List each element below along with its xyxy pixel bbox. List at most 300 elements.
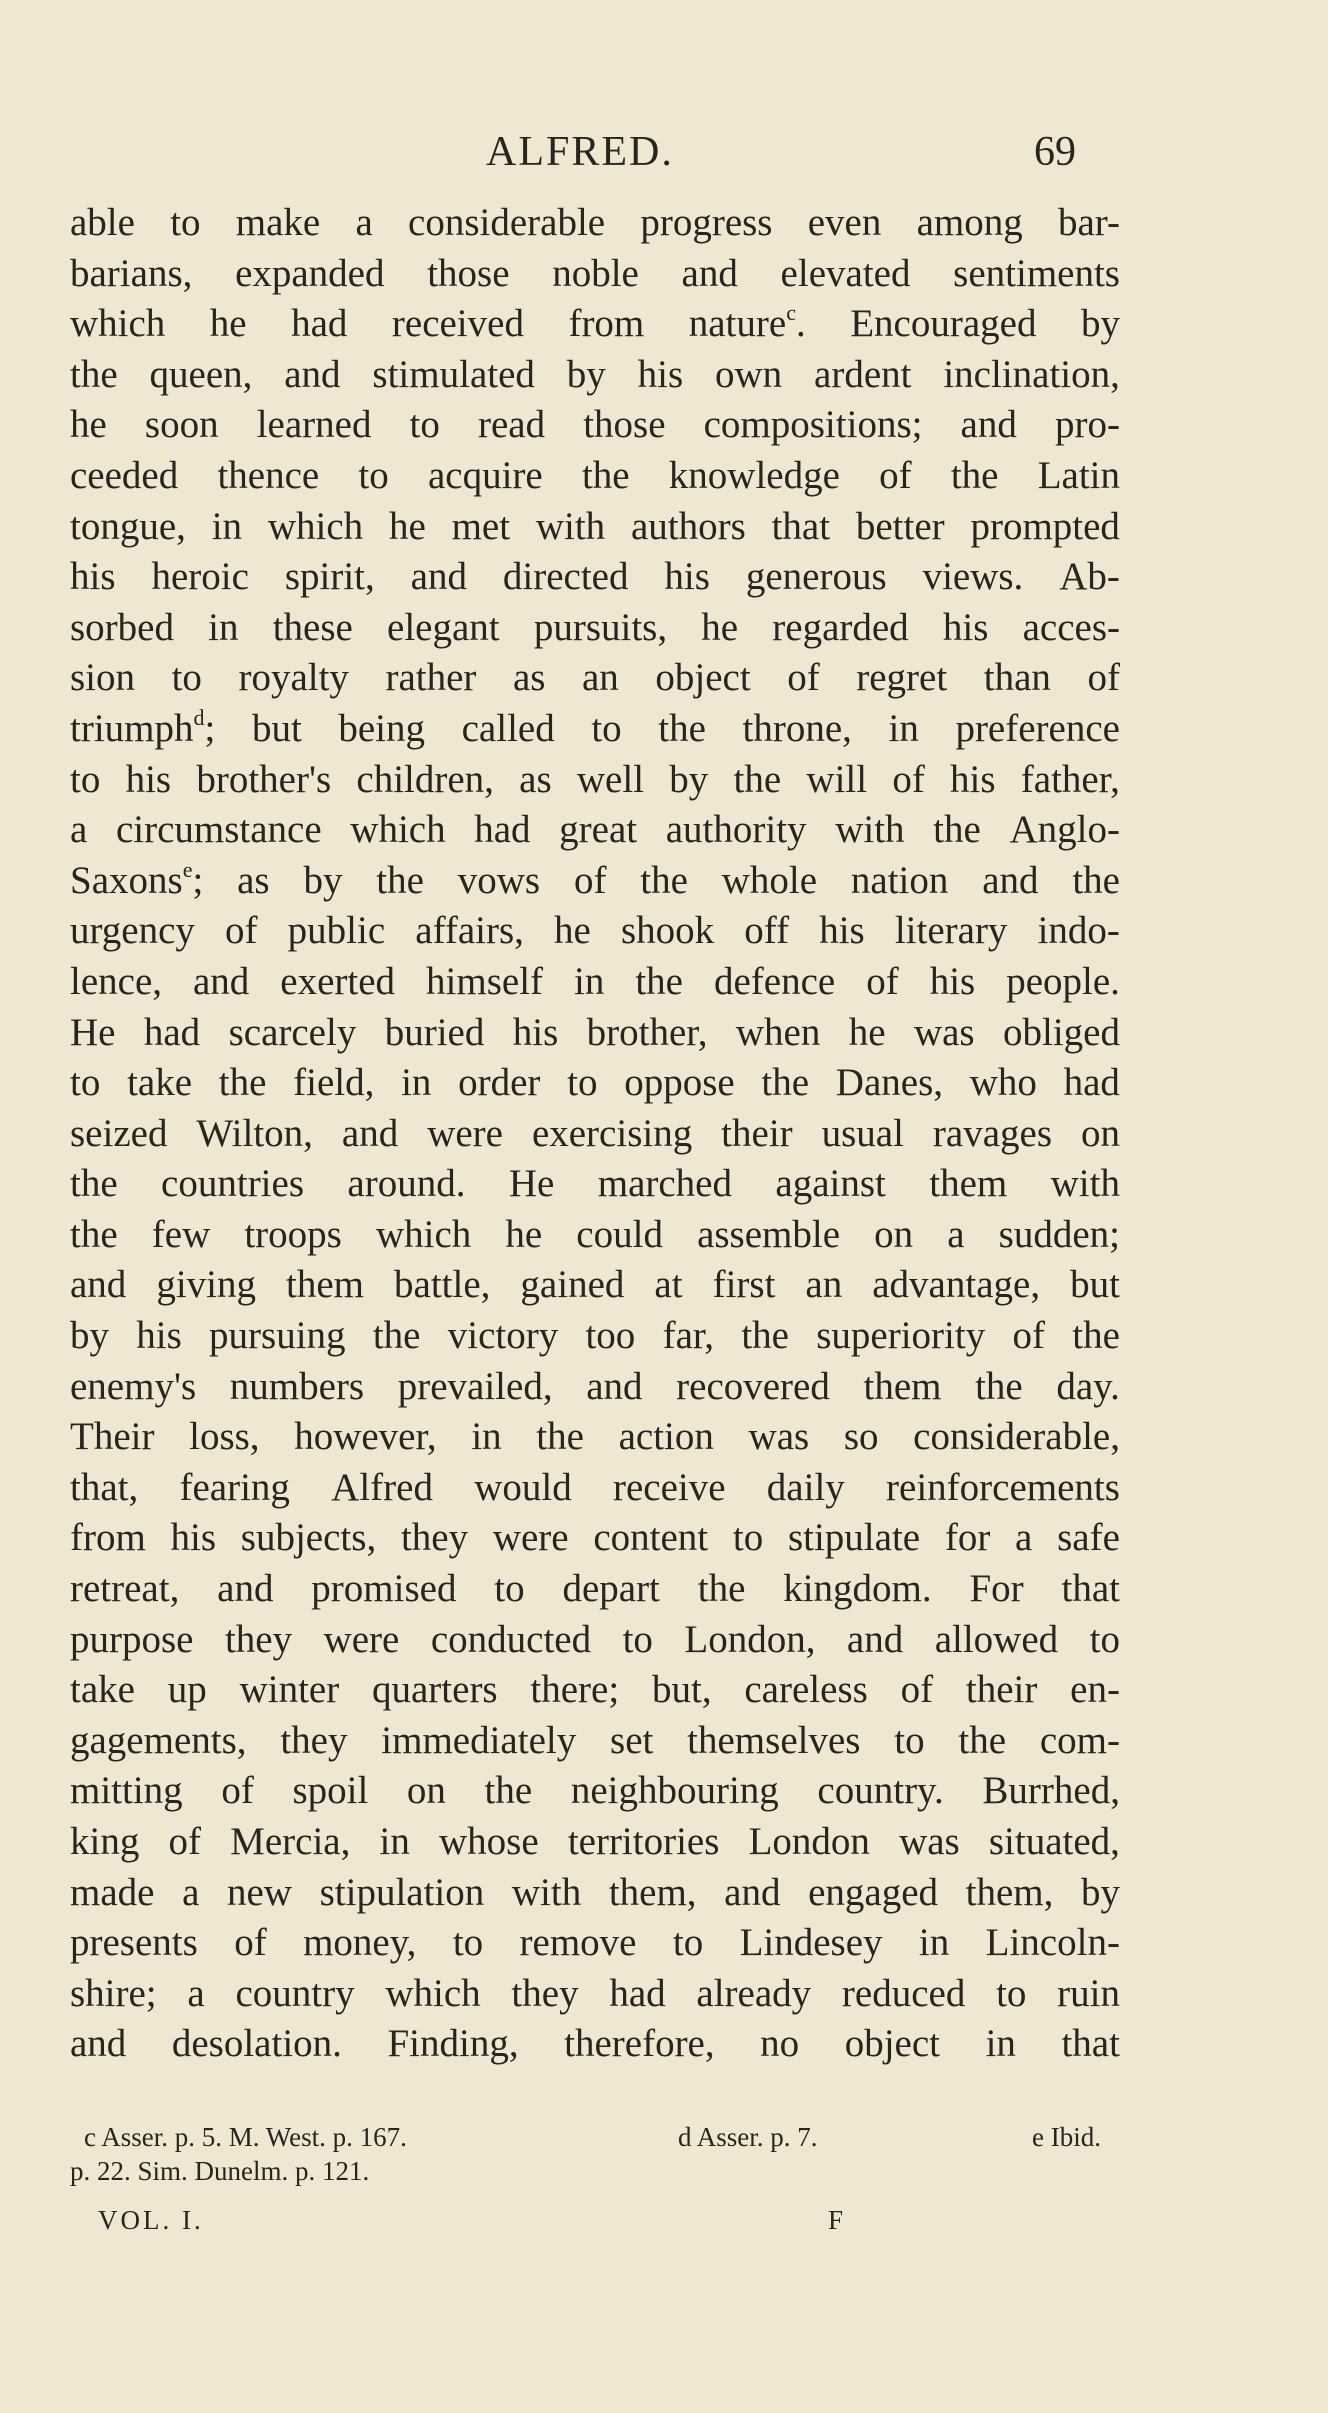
word: were (323, 1617, 400, 1661)
word: country. (817, 1769, 944, 1813)
word: shire; (70, 1971, 157, 2015)
word: soon (144, 403, 219, 447)
word: money, (303, 1921, 417, 1965)
word: of (866, 959, 899, 1003)
text-line (70, 704, 1120, 755)
word: troops (244, 1212, 342, 1256)
word: receive (612, 1465, 726, 1509)
word: as (519, 757, 552, 801)
word: victory (447, 1314, 559, 1358)
word: and (284, 352, 341, 396)
text-line (70, 1868, 1120, 1919)
word: brother, (586, 1010, 708, 1054)
word: by (70, 1314, 109, 1358)
word: better (855, 504, 945, 548)
text-line (70, 1311, 1120, 1362)
word: inclination, (943, 352, 1120, 396)
word: seized (70, 1111, 168, 1155)
word: Ab- (1059, 555, 1120, 599)
word: they (511, 1971, 579, 2015)
word: thence (217, 453, 320, 497)
word: prompted (970, 504, 1120, 548)
word: himself (426, 959, 544, 1003)
word: the (376, 858, 424, 902)
text-line (70, 1513, 1120, 1564)
word: a (947, 1212, 965, 1256)
text-line (70, 1210, 1120, 1261)
word: bar- (1057, 201, 1120, 244)
word: sion (70, 656, 136, 700)
word: take (70, 1668, 135, 1712)
word: generous (745, 555, 887, 599)
word: Their (70, 1415, 155, 1459)
word: the (933, 808, 981, 852)
word: so (843, 1415, 879, 1459)
word: directed (502, 555, 629, 599)
text-line (70, 1665, 1120, 1716)
word: careless (744, 1668, 868, 1712)
word: to (894, 1718, 925, 1762)
word: to (672, 1921, 704, 1965)
signature-mark: F (828, 2205, 847, 2235)
word: and (846, 1617, 904, 1661)
word: even (807, 201, 882, 244)
word: day. (1056, 1364, 1120, 1408)
word: preference (955, 706, 1120, 750)
word: but (251, 706, 302, 750)
word: desolation. (171, 2022, 342, 2066)
text-line (70, 451, 1120, 502)
word: giving (156, 1263, 256, 1307)
word: remove (519, 1921, 637, 1965)
text-line (70, 249, 1120, 300)
word: heroic (151, 555, 249, 599)
word: neighbouring (570, 1769, 779, 1813)
word: that (1061, 1567, 1120, 1611)
word: the (70, 1162, 118, 1206)
word: sudden; (998, 1212, 1120, 1256)
word: therefore, (564, 2022, 715, 2066)
word: barians, (70, 251, 193, 295)
word: shook (620, 909, 715, 953)
word: urgency (70, 909, 195, 953)
word: Wilton, (196, 1111, 313, 1155)
word: as (237, 858, 270, 902)
word: children, (356, 757, 494, 801)
word: his (125, 757, 172, 801)
word: gagements, (70, 1718, 247, 1762)
text-line (70, 552, 1120, 603)
footnote-c: c Asser. p. 5. M. West. p. 167. (84, 2122, 407, 2152)
word: compositions; (703, 403, 923, 447)
word: few (151, 1212, 211, 1256)
word: in (888, 706, 919, 750)
word: an (582, 656, 619, 700)
word: those (583, 403, 666, 447)
word: public (287, 909, 386, 953)
word: to (70, 1061, 101, 1105)
word: the (484, 1769, 533, 1813)
word: of (573, 858, 607, 902)
word: to (358, 453, 389, 497)
word: them (929, 1162, 1008, 1206)
word: stipulation (319, 1870, 485, 1914)
word: them, (965, 1870, 1054, 1914)
word: than (983, 656, 1051, 700)
word: around. (347, 1162, 466, 1206)
word: stipulate (787, 1516, 921, 1560)
word: action (618, 1415, 714, 1459)
word: take (127, 1061, 193, 1105)
word: com- (1039, 1718, 1120, 1762)
word: had (474, 808, 531, 852)
word: far, (662, 1314, 715, 1358)
word: by (1080, 302, 1120, 346)
word: they (224, 1617, 293, 1661)
word: and (193, 959, 250, 1003)
word: London (748, 1820, 870, 1863)
word: will (806, 757, 868, 801)
word: a (1015, 1516, 1033, 1560)
word: when (735, 1010, 821, 1054)
word: with (535, 504, 606, 548)
word: to (1089, 1617, 1120, 1661)
word: of (1012, 1314, 1045, 1358)
text-line (70, 1615, 1120, 1666)
word: object (844, 2022, 941, 2066)
word: Finding, (387, 2022, 519, 2066)
word: father, (1020, 757, 1120, 801)
word: affairs, (415, 909, 524, 953)
word: his (819, 909, 865, 953)
word: against (775, 1162, 886, 1206)
word: progress (640, 201, 773, 244)
word: that (1061, 2022, 1120, 2066)
word: well (576, 757, 645, 801)
word: which (385, 1971, 481, 2015)
word: authority (665, 808, 807, 852)
word: nation (850, 858, 949, 902)
word: of (787, 656, 820, 700)
word: Latin (1037, 453, 1120, 497)
word: own (715, 352, 783, 396)
word: buried (384, 1010, 485, 1054)
word: of (234, 1921, 267, 1965)
text-line (70, 299, 1120, 350)
word: of (900, 1668, 934, 1712)
word: a (355, 201, 373, 244)
word: on (874, 1212, 914, 1256)
word: they (400, 1516, 469, 1560)
text-line (70, 805, 1120, 856)
word: the (761, 1061, 810, 1105)
word: considerable (408, 201, 606, 244)
word: to (591, 706, 622, 750)
body-text (70, 198, 1120, 2070)
word: promised (311, 1567, 457, 1611)
word: by (566, 352, 606, 396)
word: enemy's (70, 1364, 197, 1408)
word: the (218, 1061, 267, 1105)
word: no (760, 2022, 800, 2066)
word: order (458, 1061, 541, 1105)
word: circumstance (115, 808, 322, 852)
word: learned (256, 403, 372, 447)
word: received (391, 302, 524, 346)
word: his (664, 555, 710, 599)
word: themselves (687, 1718, 861, 1762)
word: his (170, 1516, 217, 1560)
word: could (576, 1212, 663, 1256)
footnote-e-continuation: p. 22. Sim. Dunelm. p. 121. (70, 2156, 370, 2186)
text-line (70, 2019, 1120, 2070)
word: the (640, 858, 688, 902)
word: ruin (1057, 1971, 1120, 2015)
text-line (70, 1918, 1120, 1969)
text-line (70, 856, 1120, 907)
word: expanded (235, 251, 385, 295)
text-line (70, 653, 1120, 704)
word: superiority (816, 1314, 986, 1358)
word: regret (856, 656, 948, 700)
word: numbers (229, 1364, 365, 1408)
word: for (944, 1516, 991, 1560)
word: he (209, 302, 247, 346)
word: indo- (1037, 909, 1120, 953)
word: loss, (189, 1415, 260, 1459)
word: exercising (531, 1111, 693, 1155)
word: content (593, 1516, 709, 1560)
word: the (658, 706, 706, 750)
word: to (171, 656, 202, 700)
text-line (70, 1817, 1120, 1868)
word: daily (766, 1465, 845, 1509)
word: Danes, (835, 1061, 944, 1105)
word: which (375, 1212, 472, 1256)
word: throne, (742, 706, 852, 750)
word: the (697, 1567, 746, 1611)
word: pursuing (209, 1314, 346, 1358)
word: had (609, 1971, 666, 2015)
word: views. (922, 555, 1024, 599)
word: authors (630, 504, 746, 548)
word: depart (562, 1567, 660, 1611)
word: retreat, (70, 1567, 180, 1611)
word: and (586, 1364, 643, 1408)
word: those (427, 251, 510, 295)
text-line (70, 957, 1120, 1008)
word: which (267, 504, 364, 548)
word: vows (457, 858, 541, 902)
word: had (1063, 1061, 1120, 1105)
footnote-continuation-row (70, 2154, 1120, 2188)
word: usual (821, 1111, 904, 1155)
word: with (511, 1870, 582, 1914)
word: triumph$^d$; (70, 704, 216, 750)
word: which (350, 808, 446, 852)
word: set (610, 1718, 654, 1762)
word: in (401, 1061, 432, 1105)
word: the (733, 757, 782, 801)
word: that (771, 504, 831, 548)
word: Lindesey (739, 1921, 883, 1965)
word: he (505, 1212, 543, 1256)
word: his (512, 1010, 559, 1054)
word: situated, (988, 1820, 1120, 1863)
text-line (70, 1058, 1120, 1109)
word: there; (530, 1668, 620, 1712)
word: sentiments (953, 251, 1120, 295)
word: the (975, 1364, 1023, 1408)
word: territories (567, 1820, 720, 1863)
word: the (536, 1415, 584, 1459)
word: prevailed, (397, 1364, 553, 1408)
word: with (835, 808, 905, 852)
word: knowledge (668, 453, 840, 497)
text-line (70, 1969, 1120, 2020)
word: spoil (292, 1769, 369, 1813)
footnote-d: d Asser. p. 7. (678, 2122, 818, 2152)
word: of (892, 757, 925, 801)
word: regarded (772, 605, 909, 649)
word: among (916, 201, 1023, 244)
word: his (637, 352, 684, 396)
word: country (235, 1971, 355, 2015)
word: Alfred (331, 1465, 433, 1509)
word: an (805, 1263, 843, 1307)
word: He (508, 1162, 555, 1206)
text-line (70, 755, 1120, 806)
word: his (950, 757, 996, 801)
word: already (696, 1971, 812, 2015)
volume-label: VOL. I. (98, 2205, 204, 2235)
text-line (70, 350, 1120, 401)
word: royalty (238, 656, 349, 700)
word: had (291, 302, 348, 346)
word: sorbed (70, 605, 174, 649)
word: and (217, 1567, 274, 1611)
word: stimulated (372, 352, 535, 396)
word: in (211, 504, 243, 548)
word: pro- (1054, 403, 1120, 447)
word: in (985, 2022, 1016, 2066)
word: considerable, (913, 1415, 1120, 1459)
word: were (492, 1516, 569, 1560)
text-line (70, 603, 1120, 654)
word: was (899, 1820, 960, 1863)
word: from (568, 302, 645, 346)
footnotes (70, 2120, 1120, 2188)
word: their (721, 1111, 793, 1155)
word: and (681, 251, 738, 295)
word: gained (520, 1263, 625, 1307)
text-line (70, 906, 1120, 957)
word: to (452, 1921, 484, 1965)
word: were (427, 1111, 503, 1155)
text-line (70, 1564, 1120, 1615)
word: brother's (196, 757, 332, 801)
word: his (136, 1314, 182, 1358)
word: he (70, 403, 107, 447)
word: of (879, 453, 912, 497)
word: Saxons$^e$; (70, 856, 204, 902)
text-line (70, 400, 1120, 451)
word: to (409, 403, 440, 447)
word: oppose (624, 1061, 735, 1105)
word: made (70, 1870, 155, 1914)
word: kingdom. (783, 1567, 932, 1611)
word: too (585, 1314, 636, 1358)
word: the (1072, 1314, 1120, 1358)
word: and (960, 403, 1017, 447)
word: a (70, 808, 88, 852)
word: rather (385, 656, 477, 700)
word: his (70, 555, 116, 599)
word: up (167, 1668, 207, 1712)
word: scarcely (228, 1010, 357, 1054)
text-line (70, 1008, 1120, 1059)
word: allowed (934, 1617, 1059, 1661)
word: but, (651, 1668, 712, 1712)
word: with (1050, 1162, 1120, 1206)
word: his (942, 605, 989, 649)
word: of (225, 909, 258, 953)
word: ardent (814, 352, 912, 396)
word: en- (1070, 1668, 1120, 1712)
text-line (70, 1159, 1120, 1210)
word: spirit, (284, 555, 375, 599)
word: met (451, 504, 511, 548)
word: whose (439, 1820, 539, 1863)
word: a (182, 1870, 200, 1914)
word: obliged (1002, 1010, 1120, 1054)
word: to (70, 757, 101, 801)
word: defence (713, 959, 836, 1003)
word: able (70, 201, 135, 244)
word: the (741, 1314, 789, 1358)
word: noble (552, 251, 639, 295)
word: in (379, 1820, 410, 1863)
word: by (669, 757, 709, 801)
footnote-row (70, 2120, 1120, 2154)
word: Lincoln- (985, 1921, 1120, 1965)
running-head (0, 128, 1328, 188)
word: lence, (70, 959, 163, 1003)
word: on (1080, 1111, 1120, 1155)
word: recovered (676, 1364, 830, 1408)
word: and (70, 2022, 127, 2066)
word: on (406, 1769, 446, 1813)
word: acquire (427, 453, 543, 497)
text-line (70, 1362, 1120, 1413)
text-line (70, 502, 1120, 553)
word: Burrhed, (982, 1769, 1120, 1813)
footnote-marker: e (182, 856, 193, 882)
word: to (622, 1617, 653, 1661)
word: countries (161, 1162, 305, 1206)
footnote-marker: d (193, 704, 205, 730)
word: called (461, 706, 555, 750)
word: elevated (780, 251, 911, 295)
word: but (1070, 1263, 1120, 1307)
word: reduced (841, 1971, 966, 2015)
word: by (1080, 1870, 1120, 1914)
word: which (70, 302, 166, 346)
word: great (559, 808, 638, 852)
word: marched (597, 1162, 732, 1206)
word: he (554, 909, 591, 953)
word: presents (70, 1921, 198, 1965)
